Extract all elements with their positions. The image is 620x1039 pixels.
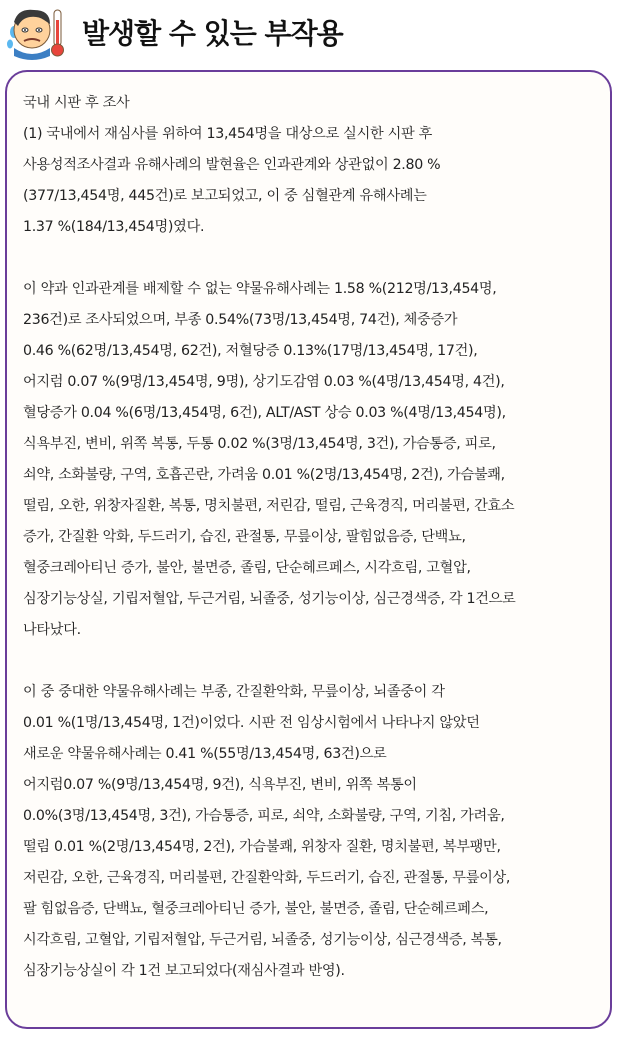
- text-line: (377/13,454명, 445건)로 보고되었고, 이 중 심혈관계 유해사례는: [23, 188, 427, 204]
- text-line: 나타났다.: [23, 622, 81, 638]
- text-line: 혈당증가 0.04 %(6명/13,454명, 6건), ALT/AST 상승 0.03 %(4명/13,454명),: [23, 405, 506, 421]
- paragraph-gap: [23, 646, 603, 677]
- text-line: 쇠약, 소화불량, 구역, 호흡곤란, 가려움 0.01 %(2명/13,454명, 2건), 가슴불쾌,: [23, 467, 505, 483]
- text-line: 팔 힘없음증, 단백뇨, 혈중크레아티닌 증가, 불안, 불면증, 졸림, 단순헤르페스,: [23, 901, 489, 917]
- text-line: 떨림 0.01 %(2명/13,454명, 2건), 가슴불쾌, 위창자 질환, 명치불편, 복부팽만,: [23, 839, 501, 855]
- text-line: 이 약과 인과관계를 배제할 수 없는 약물유해사례는 1.58 %(212명/13,454명,: [23, 281, 497, 297]
- text-line: 1.37 %(184/13,454명)였다.: [23, 219, 205, 235]
- sick-face-thermometer-icon: [4, 4, 66, 62]
- paragraph-1: [23, 119, 603, 243]
- text-line: 사용성적조사결과 유해사례의 발현율은 인과관계와 상관없이 2.80 %: [23, 157, 441, 173]
- paragraph-gap: [23, 243, 603, 274]
- page-header: [0, 0, 620, 66]
- section-heading: 국내 시판 후 조사: [23, 95, 130, 111]
- text-line: 0.01 %(1명/13,454명, 1건)이었다. 시판 전 임상시험에서 나타나지 않았던: [23, 715, 480, 731]
- content-body: [23, 88, 603, 987]
- text-line: 0.0%(3명/13,454명, 3건), 가슴통증, 피로, 쇠약, 소화불량, 구역, 기침, 가려움,: [23, 808, 505, 824]
- text-line: 시각흐림, 고혈압, 기립저혈압, 두근거림, 뇌졸중, 성기능이상, 심근경색증, 복통,: [23, 932, 502, 948]
- text-line: 식욕부진, 변비, 위쪽 복통, 두통 0.02 %(3명/13,454명, 3건), 가슴통증, 피로,: [23, 436, 496, 452]
- text-line: 증가, 간질환 악화, 두드러기, 습진, 관절통, 무릎이상, 팔힘없음증, 단백뇨,: [23, 529, 466, 545]
- text-line: 새로운 약물유해사례는 0.41 %(55명/13,454명, 63건)으로: [23, 746, 387, 762]
- paragraph-2: [23, 274, 603, 646]
- text-line: 0.46 %(62명/13,454명, 62건), 저혈당증 0.13%(17명/13,454명, 17건),: [23, 343, 478, 359]
- page-title: 발생할 수 있는 부작용: [82, 17, 343, 50]
- paragraph-3: [23, 677, 603, 987]
- text-line: 혈중크레아티닌 증가, 불안, 불면증, 졸림, 단순헤르페스, 시각흐림, 고혈압,: [23, 560, 471, 576]
- text-line: 심장기능상실, 기립저혈압, 두근거림, 뇌졸중, 성기능이상, 심근경색증, 각 1건으로: [23, 591, 516, 607]
- text-line: 이 중 중대한 약물유해사례는 부종, 간질환악화, 무릎이상, 뇌졸중이 각: [23, 684, 445, 700]
- text-line: 떨림, 오한, 위창자질환, 복통, 명치불편, 저린감, 떨림, 근육경직, 머리불편, 간효소: [23, 498, 515, 514]
- text-line: 236건)로 조사되었으며, 부종 0.54%(73명/13,454명, 74건), 체중증가: [23, 312, 458, 328]
- text-line: 저린감, 오한, 근육경직, 머리불편, 간질환악화, 두드러기, 습진, 관절통, 무릎이상,: [23, 870, 511, 886]
- text-line: (1) 국내에서 재심사를 위하여 13,454명을 대상으로 실시한 시판 후: [23, 126, 433, 142]
- text-line: 어지럼0.07 %(9명/13,454명, 9건), 식욕부진, 변비, 위쪽 복통이: [23, 777, 417, 793]
- content-panel: [5, 70, 612, 1029]
- text-line: 어지럼 0.07 %(9명/13,454명, 9명), 상기도감염 0.03 %(4명/13,454명, 4건),: [23, 374, 505, 390]
- text-line: 심장기능상실이 각 1건 보고되었다(재심사결과 반영).: [23, 963, 345, 979]
